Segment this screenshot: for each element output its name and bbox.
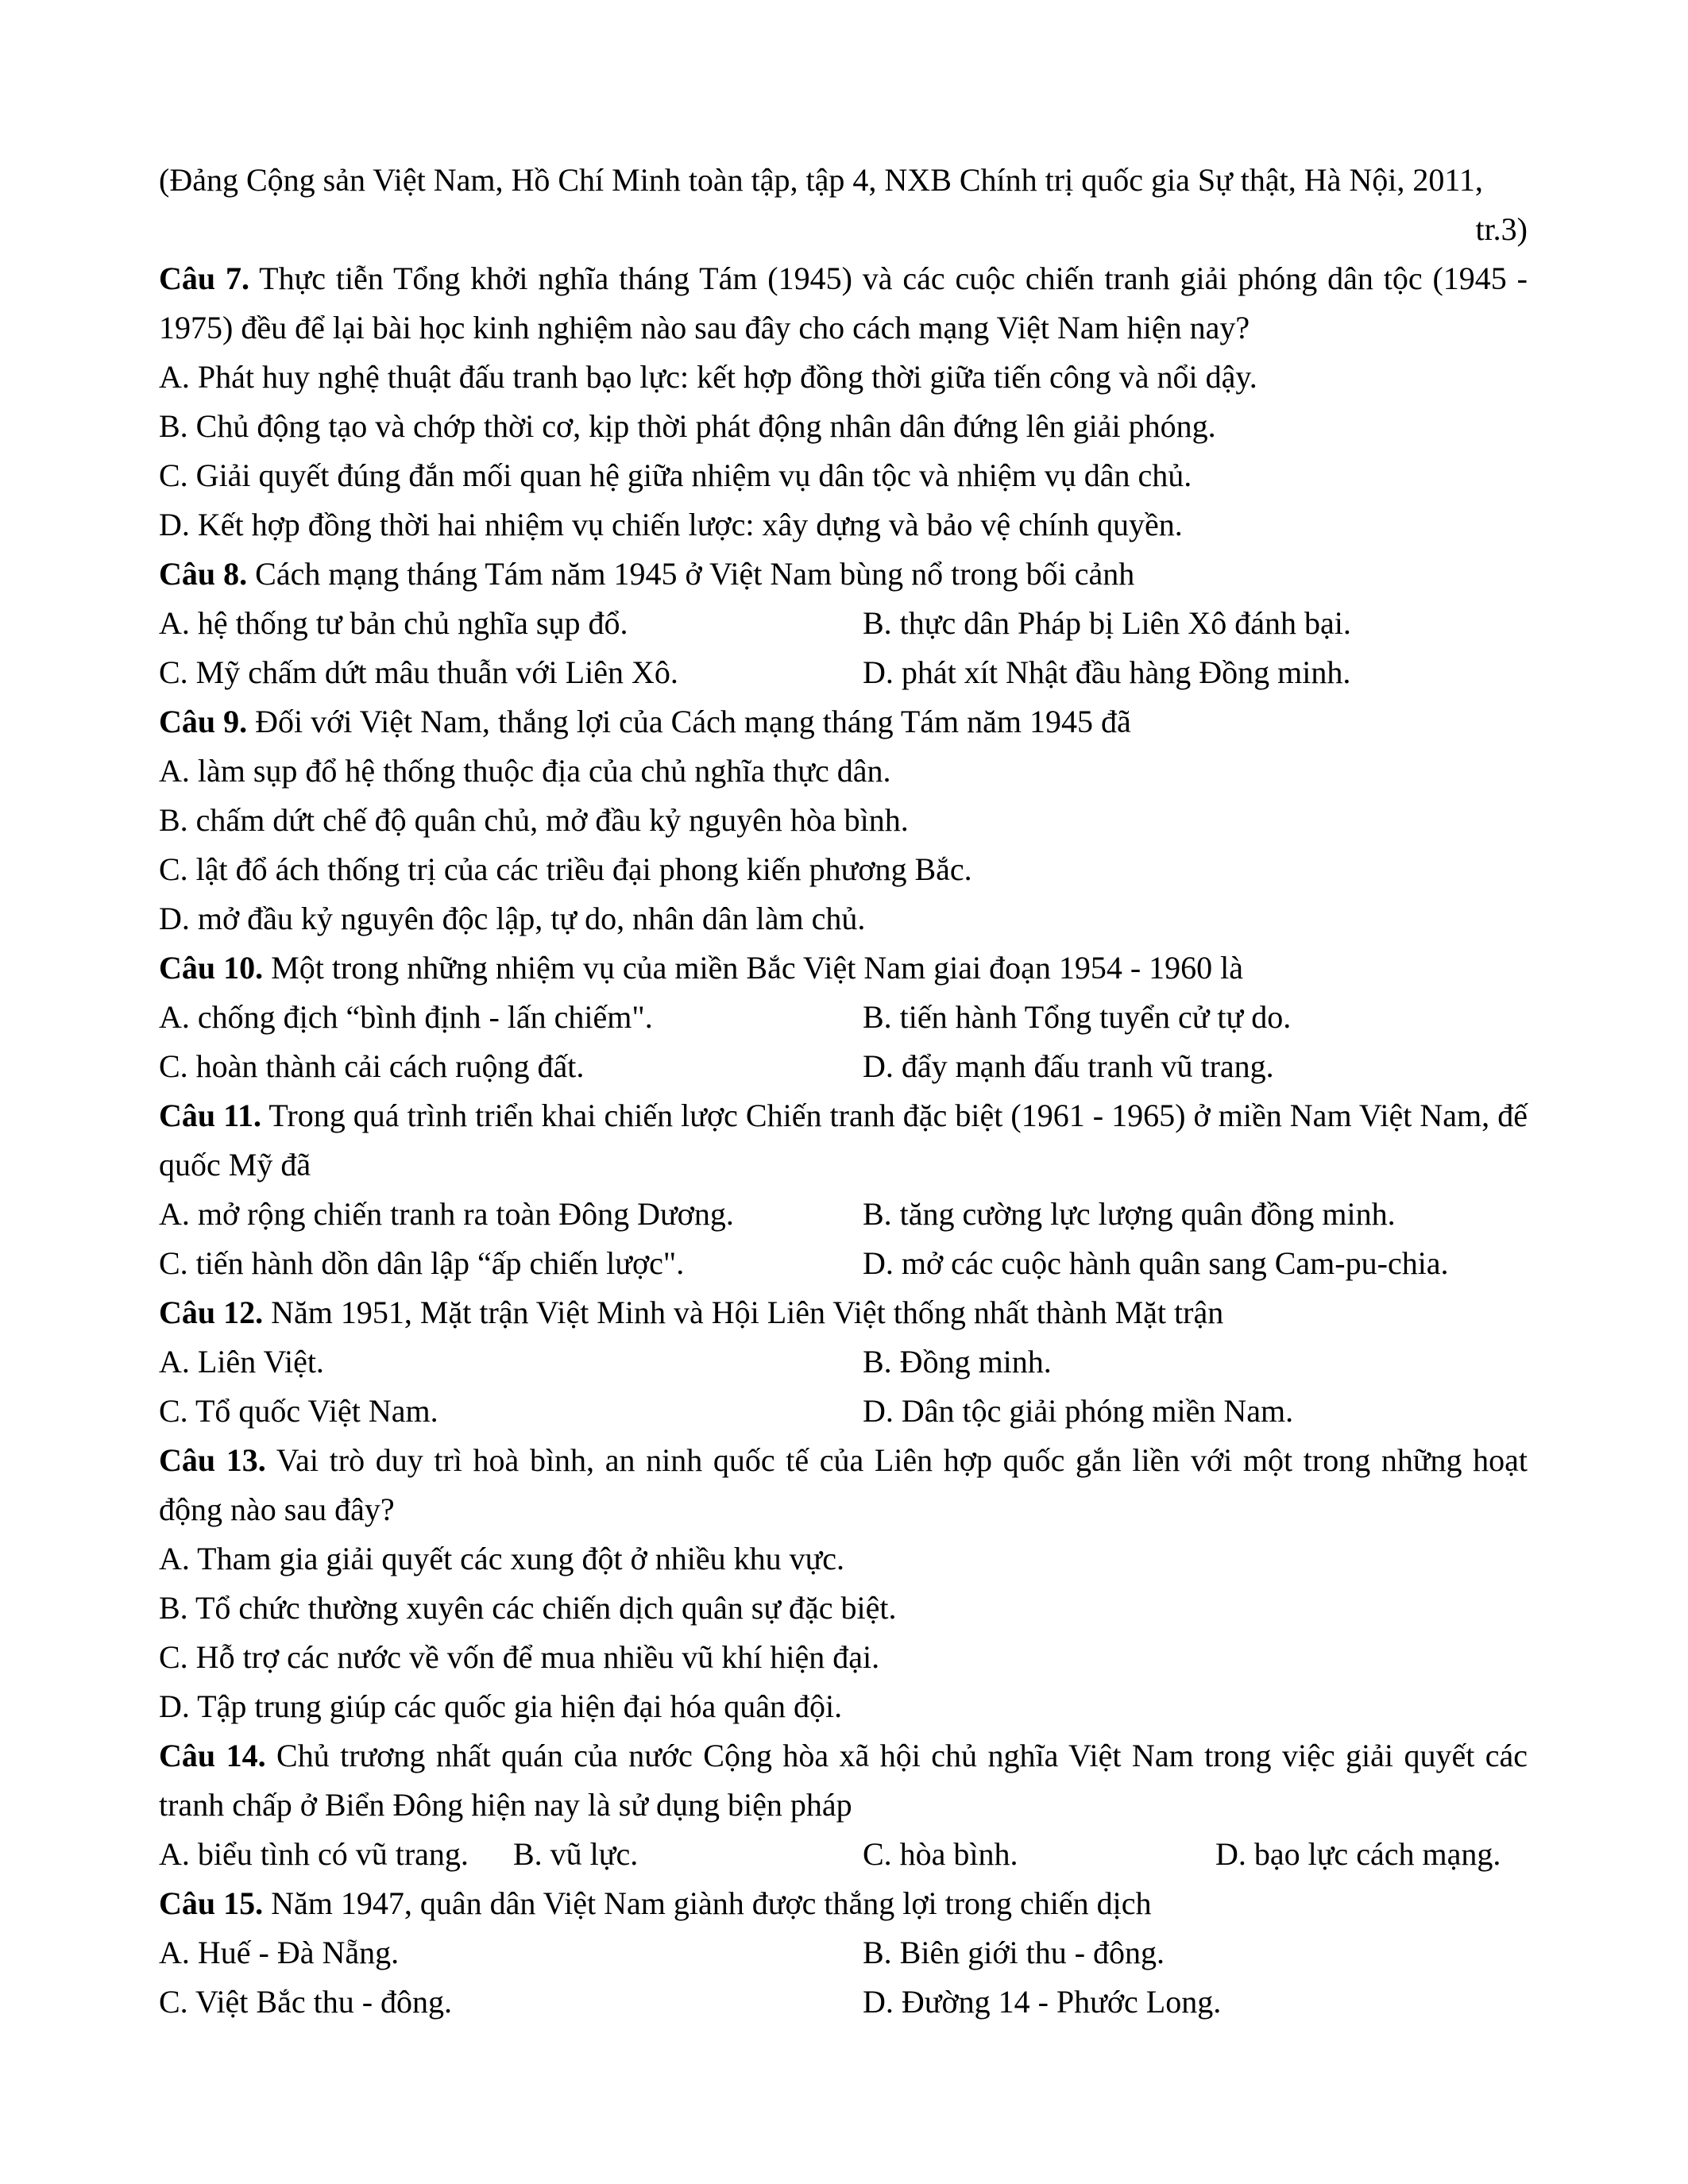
question-14 [159, 1731, 1528, 1830]
source-citation-line1: (Đảng Cộng sản Việt Nam, Hồ Chí Minh toàn tập, tập 4, NXB Chính trị quốc gia Sự thật, Hà Nội, 2011, [159, 162, 1483, 198]
question-13-option-a: A. Tham gia giải quyết các xung đột ở nhiều khu vực. [159, 1541, 845, 1576]
question-15-options-row-2 [159, 1978, 1528, 2027]
question-15-label: Câu 15. [159, 1885, 264, 1921]
question-13-option-b: B. Tổ chức thường xuyên các chiến dịch quân sự đặc biệt. [159, 1590, 897, 1626]
question-10-option-b: B. tiến hành Tổng tuyển cử tự do. [863, 999, 1292, 1035]
question-11-option-d: D. mở các cuộc hành quân sang Cam-pu-chia. [863, 1245, 1449, 1281]
question-7 [159, 254, 1528, 353]
question-7-label: Câu 7. [159, 260, 249, 296]
question-15 [159, 1879, 1528, 1928]
question-15-text: Năm 1947, quân dân Việt Nam giành được thắng lợi trong chiến dịch [271, 1885, 1152, 1921]
question-9-option-b: B. chấm dứt chế độ quân chủ, mở đầu kỷ nguyên hòa bình. [159, 802, 909, 838]
question-11-option-b: B. tăng cường lực lượng quân đồng minh. [863, 1196, 1396, 1232]
question-13-label: Câu 13. [159, 1442, 266, 1478]
question-14-label: Câu 14. [159, 1738, 266, 1773]
question-12-option-a: A. Liên Việt. [159, 1344, 324, 1379]
question-11-options-row-1 [159, 1190, 1528, 1239]
question-14-options-row [159, 1830, 1528, 1879]
question-13-option-d: D. Tập trung giúp các quốc gia hiện đại hóa quân đội. [159, 1688, 843, 1724]
question-11-option-a: A. mở rộng chiến tranh ra toàn Đông Dương. [159, 1196, 734, 1232]
question-11 [159, 1091, 1528, 1190]
question-8-label: Câu 8. [159, 556, 248, 592]
question-11-label: Câu 11. [159, 1098, 261, 1133]
question-9-text: Đối với Việt Nam, thắng lợi của Cách mạng tháng Tám năm 1945 đã [255, 704, 1131, 739]
question-13-text: Vai trò duy trì hoà bình, an ninh quốc tế của Liên hợp quốc gắn liền với một trong những hoạt động nào sau đây? [159, 1442, 1528, 1527]
question-15-options-row-1 [159, 1928, 1528, 1978]
question-11-text: Trong quá trình triển khai chiến lược Chiến tranh đặc biệt (1961 - 1965) ở miền Nam Việt Nam, đế quốc Mỹ đã [159, 1098, 1528, 1183]
question-10-label: Câu 10. [159, 950, 264, 986]
question-13 [159, 1436, 1528, 1534]
question-7-option-a: A. Phát huy nghệ thuật đấu tranh bạo lực: kết hợp đồng thời giữa tiến công và nổi dậy. [159, 359, 1257, 395]
question-10-options-row-1 [159, 993, 1528, 1042]
question-14-option-d: D. bạo lực cách mạng. [1215, 1836, 1501, 1872]
question-8-option-c: C. Mỹ chấm dứt mâu thuẫn với Liên Xô. [159, 654, 678, 690]
question-9-label: Câu 9. [159, 704, 248, 739]
question-9 [159, 697, 1528, 747]
question-12-text: Năm 1951, Mặt trận Việt Minh và Hội Liên Việt thống nhất thành Mặt trận [271, 1295, 1224, 1330]
question-8-option-a: A. hệ thống tư bản chủ nghĩa sụp đổ. [159, 605, 628, 641]
question-8 [159, 550, 1528, 599]
question-14-option-c: C. hòa bình. [863, 1836, 1018, 1872]
question-12-label: Câu 12. [159, 1295, 264, 1330]
question-12 [159, 1288, 1528, 1337]
question-14-option-a: A. biểu tình có vũ trang. [159, 1836, 469, 1872]
source-citation-line2: tr.3) [1475, 211, 1528, 247]
question-10-option-c: C. hoàn thành cải cách ruộng đất. [159, 1048, 585, 1084]
question-10-text: Một trong những nhiệm vụ của miền Bắc Việt Nam giai đoạn 1954 - 1960 là [271, 950, 1244, 986]
question-7-option-d: D. Kết hợp đồng thời hai nhiệm vụ chiến lược: xây dựng và bảo vệ chính quyền. [159, 507, 1183, 542]
question-10-option-d: D. đẩy mạnh đấu tranh vũ trang. [863, 1048, 1274, 1084]
question-15-option-c: C. Việt Bắc thu - đông. [159, 1984, 453, 2020]
question-8-option-d: D. phát xít Nhật đầu hàng Đồng minh. [863, 654, 1351, 690]
question-12-options-row-1 [159, 1337, 1528, 1387]
question-14-text: Chủ trương nhất quán của nước Cộng hòa xã hội chủ nghĩa Việt Nam trong việc giải quyết các tranh chấp ở Biển Đông hiện nay là sử dụng biện pháp [159, 1738, 1528, 1823]
question-11-option-c: C. tiến hành dồn dân lập “ấp chiến lược". [159, 1245, 685, 1281]
question-15-option-d: D. Đường 14 - Phước Long. [863, 1984, 1222, 2020]
question-9-option-c: C. lật đổ ách thống trị của các triều đại phong kiến phương Bắc. [159, 851, 972, 887]
question-12-options-row-2 [159, 1387, 1528, 1436]
exam-page [159, 156, 1528, 2027]
question-9-option-d: D. mở đầu kỷ nguyên độc lập, tự do, nhân dân làm chủ. [159, 901, 866, 936]
question-10-option-a: A. chống địch “bình định - lấn chiếm". [159, 999, 653, 1035]
question-8-options-row-1 [159, 599, 1528, 648]
question-12-option-b: B. Đồng minh. [863, 1344, 1052, 1379]
question-14-option-b: B. vũ lực. [513, 1836, 639, 1872]
question-8-text: Cách mạng tháng Tám năm 1945 ở Việt Nam bùng nổ trong bối cảnh [255, 556, 1135, 592]
question-10-options-row-2 [159, 1042, 1528, 1091]
question-8-option-b: B. thực dân Pháp bị Liên Xô đánh bại. [863, 605, 1351, 641]
question-8-options-row-2 [159, 648, 1528, 697]
question-12-option-d: D. Dân tộc giải phóng miền Nam. [863, 1393, 1294, 1429]
question-15-option-a: A. Huế - Đà Nẵng. [159, 1935, 400, 1970]
question-15-option-b: B. Biên giới thu - đông. [863, 1935, 1165, 1970]
question-7-text: Thực tiễn Tổng khởi nghĩa tháng Tám (1945) và các cuộc chiến tranh giải phóng dân tộc (1945 - 1975) đều để lại bài học kinh nghiệm nào sau đây cho cách mạng Việt Nam hiện nay? [159, 260, 1528, 345]
question-12-option-c: C. Tổ quốc Việt Nam. [159, 1393, 438, 1429]
question-10 [159, 943, 1528, 993]
question-11-options-row-2 [159, 1239, 1528, 1288]
question-7-option-c: C. Giải quyết đúng đắn mối quan hệ giữa nhiệm vụ dân tộc và nhiệm vụ dân chủ. [159, 457, 1192, 493]
question-7-option-b: B. Chủ động tạo và chớp thời cơ, kịp thời phát động nhân dân đứng lên giải phóng. [159, 408, 1216, 444]
question-13-option-c: C. Hỗ trợ các nước về vốn để mua nhiều vũ khí hiện đại. [159, 1639, 880, 1675]
question-9-option-a: A. làm sụp đổ hệ thống thuộc địa của chủ nghĩa thực dân. [159, 753, 891, 789]
